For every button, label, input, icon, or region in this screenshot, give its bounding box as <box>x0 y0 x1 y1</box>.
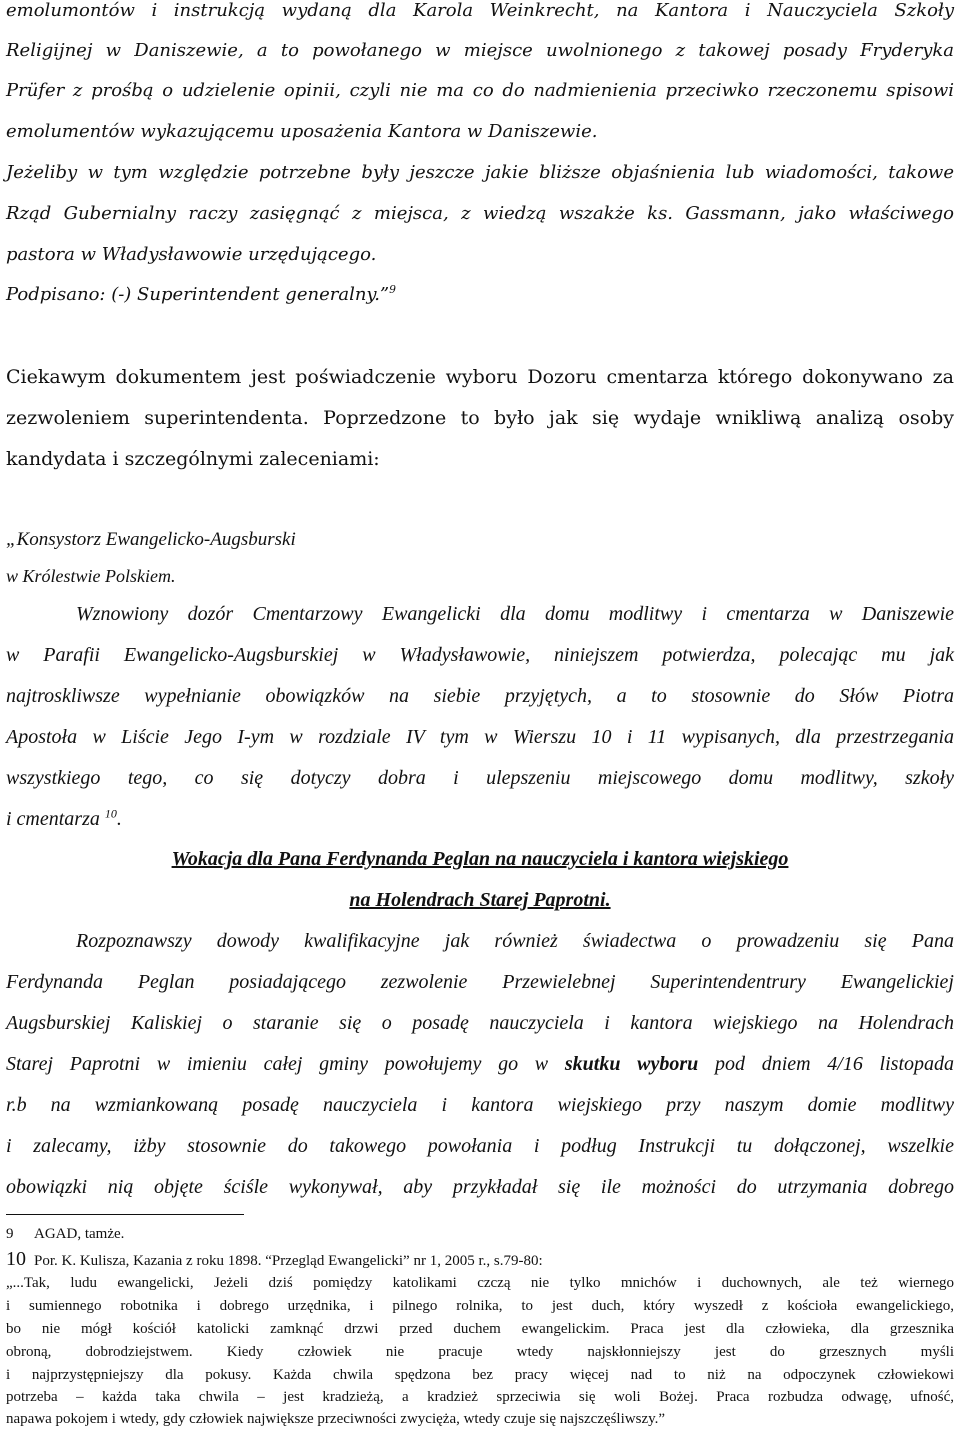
text-line: Religijnej w Daniszewie, a to powołanego w miejsce uwolnionego z takowej posady Fryderyka <box>6 40 954 61</box>
text-line: pastora w Władysławowie urzędującego. <box>6 244 377 265</box>
text-line: i cmentarza <box>6 808 105 830</box>
section-heading: na Holendrach Starej Paprotni. <box>349 889 611 911</box>
text-line: kandydata i szczególnymi zaleceniami: <box>6 448 380 470</box>
footnote-quote-line: bo nie mógł kościół katolicki zamknąć drzwi przed duchem ewangelickim. Praca jest dla człowieka, dla grzesznika <box>6 1321 954 1337</box>
text-line: w Parafii Ewangelicko-Augsburskiej w Władysławowie, niniejszem potwierdza, polecając mu jak <box>6 644 954 666</box>
footnote-quote-line: potrzeba – każda taka chwila – jest kradzieżą, a kradzież sprzeciwia się woli Bożej. Praca rozbudza odwagę, ufność, <box>6 1389 954 1405</box>
quote-header: „Konsystorz Ewangelicko-Augsburski <box>6 529 296 550</box>
text-line: Podpisano: (-) Superintendent generalny.” <box>6 284 390 305</box>
footnote-separator <box>6 1214 244 1215</box>
text-line: Ciekawym dokumentem jest poświadczenie wyboru Dozoru cmentarza którego dokonywano za <box>6 366 954 388</box>
bold-phrase: skutku wyboru <box>564 1053 699 1075</box>
text-line: i zalecamy, iżby stosownie do takowego powołania i podług Instrukcji tu dołączonej, wszelkie <box>6 1135 954 1157</box>
text-line: Jeżeliby w tym względzie potrzebne były jeszcze jakie bliższe objaśnienia lub wiadomości, takowe <box>6 162 954 183</box>
text-line: wszystkiego tego, co się dotyczy dobra i ulepszeniu miejscowego domu modlitwy, szkoły <box>6 767 954 789</box>
text-line-with-bold <box>6 1053 954 1076</box>
footnote-quote-line: „...Tak, ludu ewangelicki, Jeżeli dziś pomiędzy katolikami czczą nie tylko mnichów i duchownych, ale też wiernego <box>6 1275 954 1291</box>
text-line: obowiązki nią objęte ściśle wykonywał, aby przykładał się ile możności do utrzymania dobrego <box>6 1176 954 1198</box>
text-line: r.b na wzmiankowaną posadę nauczyciela i kantora wiejskiego przy naszym domie modlitwy <box>6 1094 954 1116</box>
text-line: . <box>116 808 122 830</box>
text-line: Rząd Gubernialny raczy zasięgnąć z miejsca, z wiedzą wszakże ks. Gassmann, jako właściwego <box>6 203 954 224</box>
footnote-9 <box>6 1226 954 1243</box>
footnote-ref-10: 10 <box>104 806 117 821</box>
text-line: Augsburskiej Kaliskiej o staranie się o posadę nauczyciela i kantora wiejskiego na Holendrach <box>6 1012 954 1034</box>
text-line: zezwoleniem superintendenta. Poprzedzone to było jak się wydaje wnikliwą analizą osoby <box>6 407 954 429</box>
footnote-ref-9: 9 <box>389 283 396 296</box>
text-line: Prüfer z prośbą o udzielenie opinii, czyli nie ma co do nadmienienia przeciwko rzeczonemu spisowi <box>6 80 954 101</box>
text-line: emolumentów wykazującemu uposażenia Kantora w Daniszewie. <box>6 121 598 142</box>
footnote-number: 10 <box>6 1248 26 1270</box>
signature-line <box>6 284 954 305</box>
footnote-number: 9 <box>6 1226 14 1242</box>
footnote-text: Por. K. Kulisza, Kazania z roku 1898. “Przegląd Ewangelicki” nr 1, 2005 r., s.79-80: <box>34 1253 543 1269</box>
footnote-10 <box>6 1248 954 1271</box>
text-segment: Starej Paprotni w imieniu całej gminy powołujemy go w <box>6 1053 565 1075</box>
section-heading: Wokacja dla Pana Ferdynanda Peglan na nauczyciela i kantora wiejskiego <box>171 848 789 870</box>
text-line: emolumontów i instrukcją wydaną dla Karola Weinkrecht, na Kantora i Nauczyciela Szkoły <box>6 0 954 21</box>
text-line: Ferdynanda Peglan posiadającego zezwolenie Przewielebnej Superintendentrury Ewangelickiej <box>6 971 954 993</box>
text-line: Rozpoznawszy dowody kwalifikacyjne jak również świadectwa o prowadzeniu się Pana <box>76 930 954 952</box>
text-segment: pod dniem 4/16 listopada <box>698 1053 955 1075</box>
footnote-quote-line: i najprzystępniejszy dla pokusy. Każda chwila spędzona bez pracy więcej nad to niż na odpoczynek człowiekowi <box>6 1367 954 1383</box>
text-line: Apostoła w Liście Jego I-ym w rozdziale IV tym w Wierszu 10 i 11 wypisanych, dla przestrzegania <box>6 726 954 748</box>
text-line: najtroskliwsze wypełnianie obowiązków na siebie przyjętych, a to stosownie do Słów Piotra <box>6 685 954 707</box>
footnote-quote-line: i sumiennego robotnika i dobrego urzędnika, i pilnego rolnika, to jest duch, który wyszedł z kościoła ewangelickiego, <box>6 1298 954 1314</box>
footnote-quote-line: obroną, dobrodziejstwem. Kiedy człowiek nie pracuje wtedy najskłonniejszy jest do grzesznych myśli <box>6 1344 954 1360</box>
text-line: Wznowiony dozór Cmentarzowy Ewangelicki dla domu modlitwy i cmentarza w Daniszewie <box>76 603 954 625</box>
text-line-with-ref <box>6 808 954 831</box>
footnote-text: AGAD, tamże. <box>34 1226 125 1242</box>
footnote-quote-line: napawa pokojem i wtedy, gdy człowiek największe przeciwności zwycięża, wtedy czuje się najszczęśliwszy.” <box>6 1411 666 1427</box>
quote-header: w Królestwie Polskiem. <box>6 566 176 586</box>
